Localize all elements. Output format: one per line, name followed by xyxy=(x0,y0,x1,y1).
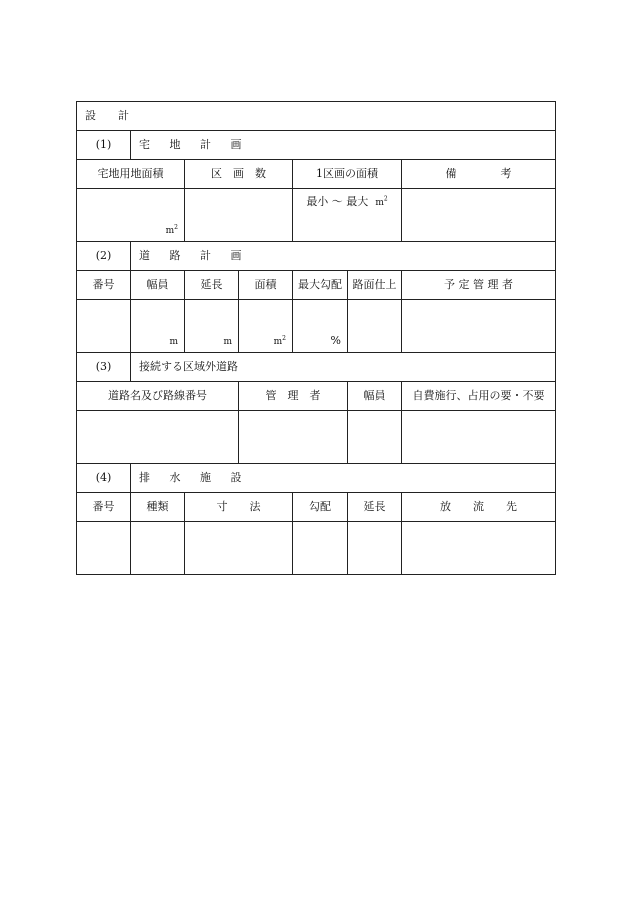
section-2-entry-row xyxy=(77,300,556,353)
drain-length-cell[interactable] xyxy=(348,522,402,575)
col-lot-area: 宅地用地面積 xyxy=(77,160,185,189)
road-number-cell[interactable] xyxy=(77,300,131,353)
design-plan-form xyxy=(76,101,555,580)
section-2-header xyxy=(77,242,556,271)
col-self-construction: 自費施行、占用の要・不要 xyxy=(402,382,556,411)
remarks-cell[interactable] xyxy=(402,189,556,242)
col-drain-gradient: 勾配 xyxy=(293,493,348,522)
section-1-header xyxy=(77,131,556,160)
planned-manager-cell[interactable] xyxy=(402,300,556,353)
road-width-cell[interactable] xyxy=(131,300,185,353)
col-road-manager: 管 理 者 xyxy=(239,382,348,411)
section-1-label: 宅 地 計 画 xyxy=(131,131,556,160)
self-construction-cell[interactable] xyxy=(402,411,556,464)
col-drain-length: 延長 xyxy=(348,493,402,522)
section-4-label: 排 水 施 設 xyxy=(131,464,556,493)
road-manager-cell[interactable] xyxy=(239,411,348,464)
drain-gradient-cell[interactable] xyxy=(293,522,348,575)
unit-m: m xyxy=(223,337,232,348)
section-3-entry-row xyxy=(77,411,556,464)
section-4-header xyxy=(77,464,556,493)
drain-type-cell[interactable] xyxy=(131,522,185,575)
lot-area-cell[interactable]: $m^2$ xyxy=(77,189,185,242)
section-3-label: 接続する区域外道路 xyxy=(131,353,556,382)
range-unit: m xyxy=(375,198,384,208)
range-text: 最小 ～ 最大 xyxy=(306,195,369,208)
design-plan-table xyxy=(76,101,556,575)
col-max-gradient: 最大勾配 xyxy=(293,271,348,300)
surface-finish-cell[interactable] xyxy=(348,300,402,353)
col-drain-number: 番号 xyxy=(77,493,131,522)
section-2-number: (2) xyxy=(77,242,131,271)
section-2-columns xyxy=(77,271,556,300)
col-road-area: 面積 xyxy=(239,271,293,300)
road-length-cell[interactable] xyxy=(185,300,239,353)
unit-m: m xyxy=(169,337,178,348)
col-connect-width: 幅員 xyxy=(348,382,402,411)
section-3-number: (3) xyxy=(77,353,131,382)
col-surface-finish: 路面仕上 xyxy=(348,271,402,300)
col-road-name: 道路名及び路線番号 xyxy=(77,382,239,411)
col-road-number: 番号 xyxy=(77,271,131,300)
drain-number-cell[interactable] xyxy=(77,522,131,575)
col-area-per-lot: 1区画の面積 xyxy=(293,160,402,189)
form-title-text: 設 計 xyxy=(85,109,129,123)
max-gradient-cell[interactable] xyxy=(293,300,348,353)
col-planned-manager: 予 定 管 理 者 xyxy=(402,271,556,300)
col-lot-count: 区 画 数 xyxy=(185,160,293,189)
section-1-number: (1) xyxy=(77,131,131,160)
unit-m2: m xyxy=(165,226,175,237)
lot-count-cell[interactable] xyxy=(185,189,293,242)
section-1-entry-row xyxy=(77,189,556,242)
col-discharge-destination: 放 流 先 xyxy=(402,493,556,522)
section-2-label: 道 路 計 画 xyxy=(131,242,556,271)
col-road-length: 延長 xyxy=(185,271,239,300)
col-drain-dimensions: 寸 法 xyxy=(185,493,293,522)
road-name-cell[interactable] xyxy=(77,411,239,464)
form-title xyxy=(77,102,556,131)
unit-m2: m xyxy=(273,337,283,348)
area-per-lot-cell[interactable]: 最小 ～ 最大 $m^2$ xyxy=(293,189,402,242)
road-area-cell[interactable]: $m^2$ xyxy=(239,300,293,353)
section-4-entry-row xyxy=(77,522,556,575)
col-drain-type: 種類 xyxy=(131,493,185,522)
drain-dimensions-cell[interactable] xyxy=(185,522,293,575)
connect-width-cell[interactable] xyxy=(348,411,402,464)
section-4-number: (4) xyxy=(77,464,131,493)
unit-percent: % xyxy=(330,334,341,348)
section-4-columns xyxy=(77,493,556,522)
discharge-destination-cell[interactable] xyxy=(402,522,556,575)
section-3-columns xyxy=(77,382,556,411)
section-3-header xyxy=(77,353,556,382)
col-road-width: 幅員 xyxy=(131,271,185,300)
section-1-columns xyxy=(77,160,556,189)
col-remarks: 備 考 xyxy=(402,160,556,189)
